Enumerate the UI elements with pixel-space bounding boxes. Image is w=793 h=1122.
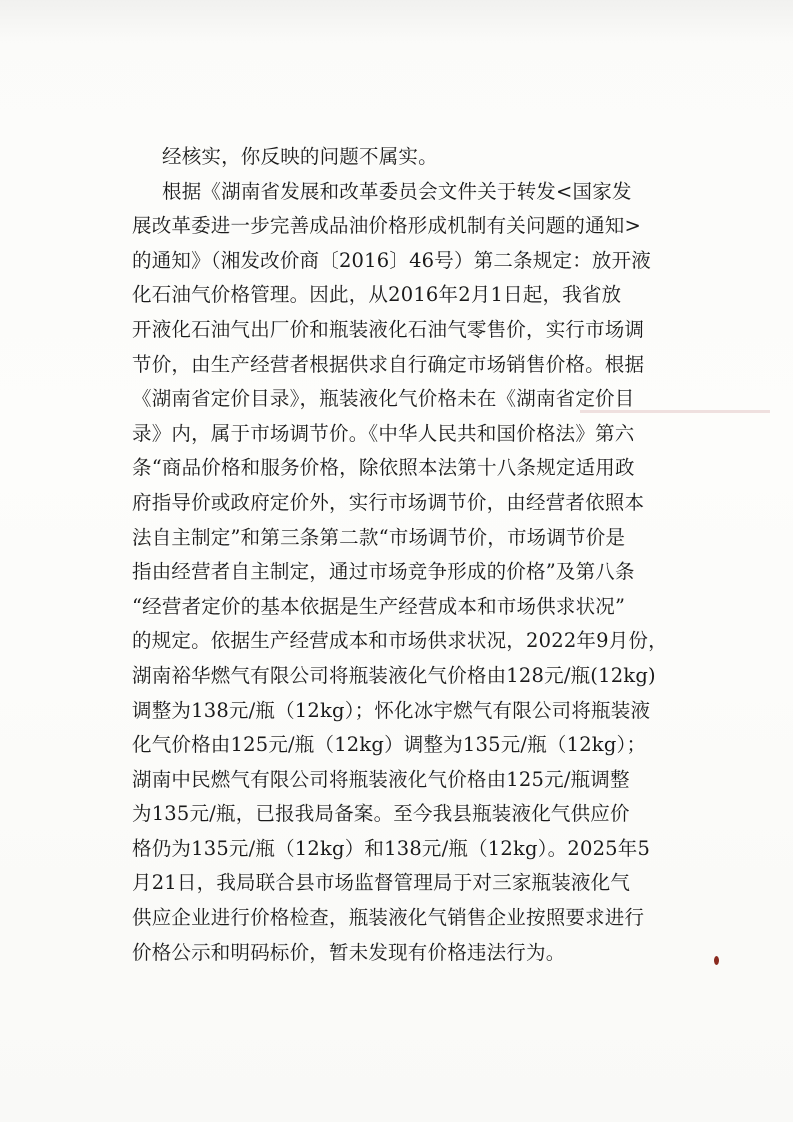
text-line-15: 的规定。依据生产经营成本和市场供求状况，2022年9月份， <box>132 629 668 653</box>
text-line-14: “经营者定价的基本依据是生产经营成本和市场供求状况” <box>132 594 626 618</box>
text-line-18: 化气价格由125元/瓶（12kg）调整为135元/瓶（12kg）； <box>132 733 647 757</box>
body-text <box>132 140 672 970</box>
text-line-1: 经核实，你反映的问题不属实。 <box>162 145 438 168</box>
text-line-6: 开液化石油气出厂价和瓶装液化石油气零售价，实行市场调 <box>132 317 645 341</box>
ink-mark <box>714 956 719 965</box>
text-line-9: 录》内，属于市场调节价。《中华人民共和国价格法》第六 <box>132 421 635 445</box>
text-line-17: 调整为138元/瓶（12kg）；怀化冰宇燃气有限公司将瓶装液 <box>132 698 651 722</box>
text-line-20: 为135元/瓶，已报我局备案。至今我县瓶装液化气供应价 <box>132 802 630 826</box>
text-line-2: 根据《湖南省发展和改革委员会文件关于转发<国家发 <box>162 179 632 203</box>
text-line-11: 府指导价或政府定价外，实行市场调节价，由经营者依照本 <box>132 490 645 514</box>
scan-shadow <box>0 0 793 44</box>
text-line-10: 条“商品价格和服务价格，除依照本法第十八条规定适用政 <box>132 456 635 480</box>
text-line-22: 月21日，我局联合县市场监督管理局于对三家瓶装液化气 <box>132 871 631 895</box>
text-line-24: 价格公示和明码标价，暂未发现有价格违法行为。 <box>132 940 566 964</box>
text-line-19: 湖南中民燃气有限公司将瓶装液化气价格由125元/瓶调整 <box>132 767 630 791</box>
text-line-7: 节价，由生产经营者根据供求自行确定市场销售价格。根据 <box>132 352 645 376</box>
text-line-13: 指由经营者自主制定，通过市场竞争形成的价格”及第八条 <box>132 560 635 584</box>
text-line-4: 的通知》（湘发改价商〔2016〕46号）第二条规定：放开液 <box>132 248 651 272</box>
text-line-23: 供应企业进行价格检查，瓶装液化气销售企业按照要求进行 <box>132 906 645 930</box>
text-line-12: 法自主制定”和第三条第二款“市场调节价，市场调节价是 <box>132 525 626 549</box>
text-line-16: 湖南裕华燃气有限公司将瓶装液化气价格由128元/瓶(12kg) <box>132 663 656 687</box>
text-line-8: 《湖南省定价目录》，瓶装液化气价格未在《湖南省定价目 <box>132 387 635 411</box>
text-line-5: 化石油气价格管理。因此，从2016年2月1日起，我省放 <box>132 283 622 307</box>
text-line-3: 展改革委进一步完善成品油价格形成机制有关问题的通知> <box>132 214 642 238</box>
text-line-21: 格仍为135元/瓶（12kg）和138元/瓶（12kg）。2025年5 <box>132 836 651 860</box>
